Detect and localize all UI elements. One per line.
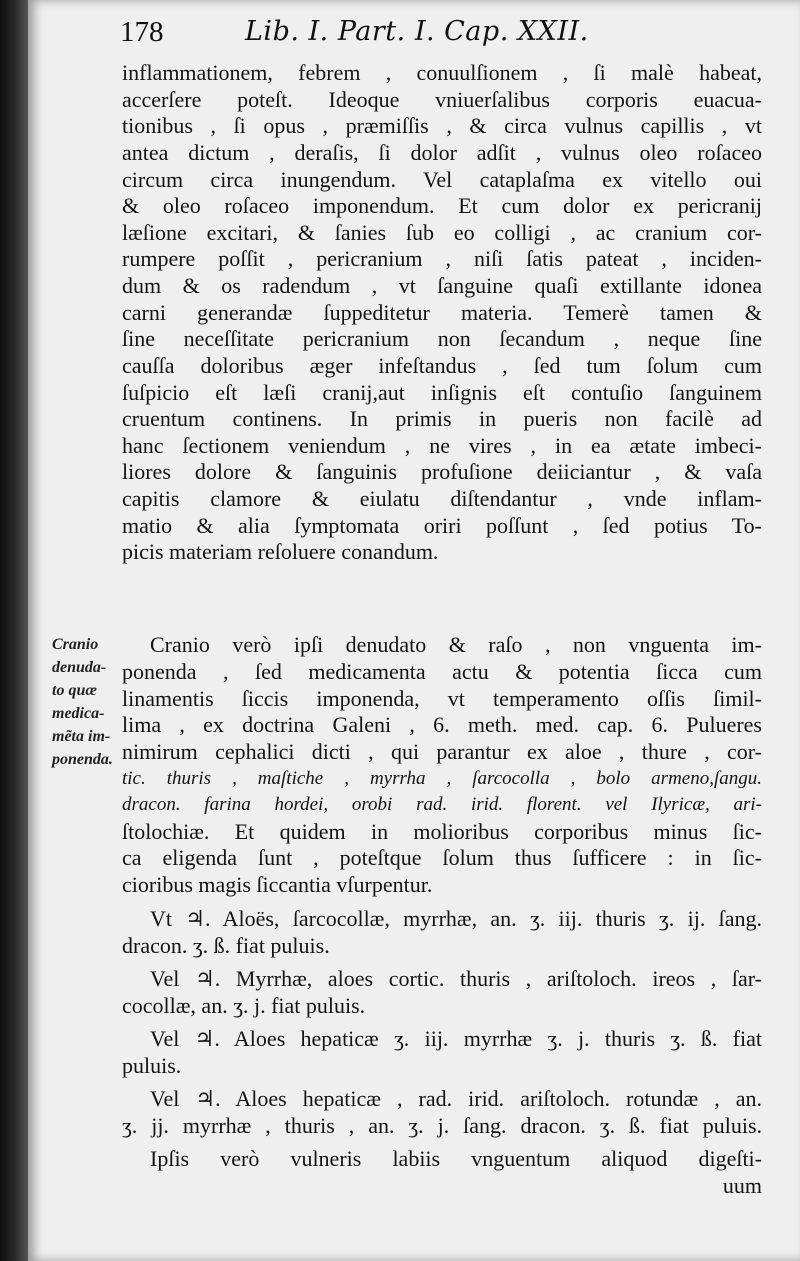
- text-line: tionibus , ſi opus , præmiſſis , & circa vulnus capillis , vt: [122, 113, 762, 138]
- running-title: Lib. I. Part. I. Cap. XXII.: [245, 16, 589, 47]
- text-line: hanc ſectionem veniendum , ne vires , in ea ætate imbeci-: [122, 433, 762, 458]
- text-line: tic. thuris , maſtiche , myrrha , ſarcocolla , bolo armeno,ſangu.: [122, 768, 762, 789]
- text-line: ſuſpicio eſt læſi cranij,aut inſignis eſt contuſio ſanguinem: [122, 380, 762, 405]
- text-line: læſione excitari, & ſanies ſub eo colligi , ac cranium cor-: [122, 220, 762, 245]
- margin-note-line: ponenda.: [52, 751, 113, 768]
- text-line: linamentis ſiccis imponenda, vt temperamento oſſis ſimil-: [122, 686, 762, 711]
- text-line: Cranio verò ipſi denudato & raſo , non vnguenta im-: [150, 632, 762, 657]
- text-line: liores dolore & ſanguinis profuſione deiiciantur , & vaſa: [122, 459, 762, 484]
- text-line: circum circa inungendum. Vel cataplaſma ex vitello oui: [122, 167, 762, 192]
- text-line: picis materiam reſoluere conandum.: [122, 539, 439, 564]
- margin-note-line: mẽta im-: [52, 728, 111, 745]
- text-line: ca eligenda ſunt , poteſtque ſolum thus ſufficere : in ſic-: [122, 845, 762, 870]
- text-line: ſtolochiæ. Et quidem in molioribus corporibus minus ſic-: [122, 819, 762, 844]
- page-header: [120, 16, 760, 56]
- margin-note-line: medica-: [52, 705, 105, 722]
- text-line: carni generandæ ſuppeditetur materia. Temerè tamen &: [122, 300, 762, 325]
- text-line: accerſere poteſt. Ideoque vniuerſalibus corporis euacua-: [122, 87, 762, 112]
- text-line: cioribus magis ſiccantia vſurpentur.: [122, 872, 433, 897]
- text-line: cruentum continens. In primis in pueris non facilè ad: [122, 406, 762, 431]
- text-line: cauſſa doloribus æger infeſtandus , ſed tum ſolum cum: [122, 353, 762, 378]
- text-line: ſine neceſſitate pericranium non ſecandum , neque ſine: [122, 326, 762, 351]
- text-line: dracon. ʒ. ß. fiat puluis.: [122, 933, 330, 958]
- text-line: antea dictum , deraſis, ſi dolor adſit , vulnus oleo roſaceo: [122, 140, 762, 165]
- text-line: cocollæ, an. ʒ. j. fiat puluis.: [122, 993, 366, 1018]
- text-line: & oleo roſaceo imponendum. Et cum dolor ex pericranij: [122, 193, 762, 218]
- text-line: Vt ♃. Aloës, ſarcocollæ, myrrhæ, an. ʒ. iij. thuris ʒ. ij. ſang.: [150, 906, 762, 931]
- text-line: ponenda , ſed medicamenta actu & potentia ſicca cum: [122, 659, 762, 684]
- text-line: Vel ♃. Myrrhæ, aloes cortic. thuris , ariſtoloch. ireos , ſar-: [150, 966, 762, 991]
- text-line: puluis.: [122, 1053, 182, 1078]
- book-spine-shadow: [0, 0, 28, 1261]
- page-number: 178: [120, 16, 164, 48]
- text-line: dum & os radendum , vt ſanguine quaſi extillante idonea: [122, 273, 762, 298]
- text-line: lima , ex doctrina Galeni , 6. meth. med. cap. 6. Pulueres: [122, 712, 762, 737]
- text-line: Vel ♃. Aloes hepaticæ , rad. irid. ariſtoloch. rotundæ , an.: [150, 1086, 762, 1111]
- text-line: inflammationem, febrem , conuulſionem , ſi malè habeat,: [122, 60, 762, 85]
- text-line: rumpere poſſit , pericranium , niſi ſatis pateat , inciden-: [122, 246, 762, 271]
- text-line: dracon. farina hordei, orobi rad. irid. florent. vel Ilyricæ, ari-: [122, 794, 762, 815]
- margin-note-line: denuda-: [52, 659, 107, 676]
- text-line: nimirum cephalici dicti , qui parantur ex aloe , thure , cor-: [122, 739, 762, 764]
- text-line: ʒ. jj. myrrhæ , thuris , an. ʒ. j. ſang. dracon. ʒ. ß. fiat puluis.: [122, 1113, 762, 1138]
- text-line: Ipſis verò vulneris labiis vnguentum aliquod digeſti-: [150, 1146, 762, 1171]
- margin-note-line: Cranio: [52, 636, 99, 653]
- text-line: capitis clamore & eiulatu diſtendantur , vnde inflam-: [122, 486, 762, 511]
- text-line: Vel ♃. Aloes hepaticæ ʒ. iij. myrrhæ ʒ. j. thuris ʒ. ß. fiat: [150, 1026, 762, 1051]
- text-line: matio & alia ſymptomata oriri poſſunt , ſed potius To-: [122, 513, 762, 538]
- margin-note-line: to quæ: [52, 682, 97, 699]
- margin-note: [52, 633, 132, 771]
- catchword: uum: [722, 1173, 762, 1198]
